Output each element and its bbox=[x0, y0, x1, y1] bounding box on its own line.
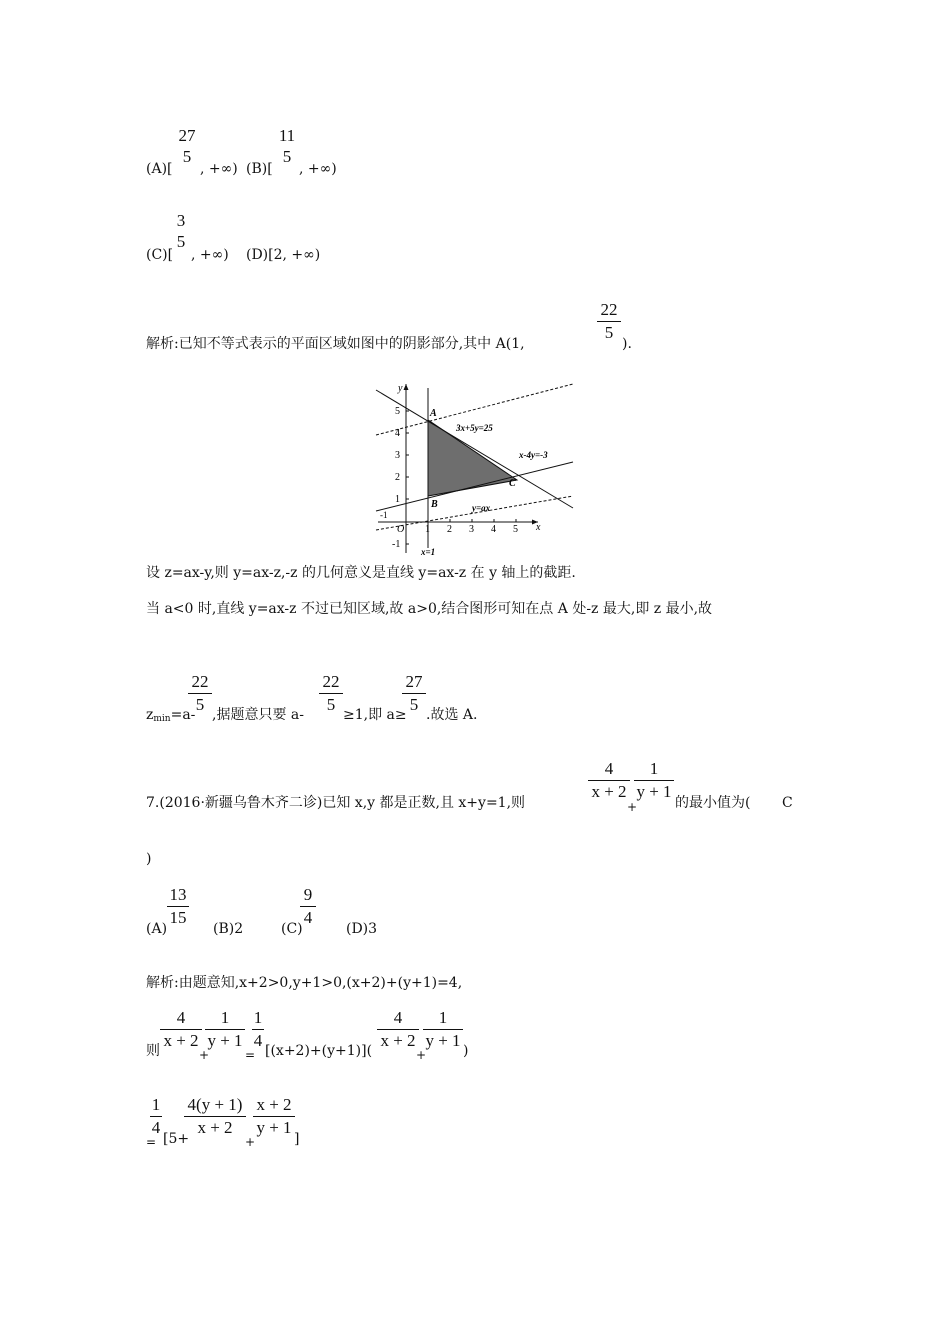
fraction: 4(y + 1) x + 2 bbox=[184, 1095, 246, 1138]
fraction: 1 y + 1 bbox=[634, 759, 674, 802]
point-b-label: B bbox=[431, 499, 438, 510]
solution7-line1: 解析:由题意知,x+2>0,y+1>0,(x+2)+(y+1)=4, bbox=[146, 975, 463, 991]
line2-label: x-4y=-3 bbox=[519, 450, 548, 460]
solution6-line2: 设 z=ax-y,则 y=ax-z,-z 的几何意义是直线 y=ax-z 在 y 轴上的截距. bbox=[146, 565, 576, 581]
y-tick-4: 4 bbox=[395, 428, 400, 439]
point-c-label: C bbox=[509, 478, 516, 489]
x-tick-2: 2 bbox=[447, 524, 452, 535]
line3-label: y=ax bbox=[472, 503, 491, 513]
option-7d: (D)3 bbox=[346, 921, 378, 937]
fraction: 4 x + 2 bbox=[377, 1008, 419, 1051]
y-tick-3: 3 bbox=[395, 450, 400, 461]
fraction: 1 4 bbox=[253, 1008, 263, 1050]
fraction: 1 y + 1 bbox=[205, 1008, 245, 1051]
y-tick-5: 5 bbox=[395, 406, 400, 417]
line1-label: 3x+5y=25 bbox=[456, 423, 493, 433]
solution6-line3: 当 a<0 时,直线 y=ax-z 不过已知区域,故 a>0,结合图形可知在点 A 处-z 最大,即 z 最小,故 bbox=[146, 601, 713, 617]
fraction: 13 15 bbox=[167, 885, 189, 928]
x-tick-3: 3 bbox=[469, 524, 474, 535]
answer: C bbox=[782, 795, 793, 811]
x-axis-label: x bbox=[536, 522, 541, 533]
point-a-label: A bbox=[430, 408, 437, 419]
fraction: x + 2 y + 1 bbox=[253, 1095, 295, 1138]
region-figure bbox=[368, 378, 578, 556]
x-tick-5: 5 bbox=[513, 524, 518, 535]
fraction: 22 5 bbox=[188, 672, 212, 715]
fraction: 4 x + 2 bbox=[160, 1008, 202, 1051]
y-tick-neg1: -1 bbox=[392, 539, 401, 550]
x-tick-neg1: -1 bbox=[380, 510, 388, 520]
fraction: 4 x + 2 bbox=[588, 759, 630, 802]
y-tick-1: 1 bbox=[395, 494, 400, 505]
solution6-intro: 解析:已知不等式表示的平面区域如图中的阴影部分,其中 A(1, bbox=[146, 336, 525, 352]
fraction: 27 5 bbox=[178, 126, 196, 166]
fraction: 11 5 bbox=[278, 126, 296, 166]
option-7b: (B)2 bbox=[213, 921, 244, 937]
fraction: 27 5 bbox=[402, 672, 426, 715]
fraction: 1 4 bbox=[151, 1095, 161, 1137]
x-tick-4: 4 bbox=[491, 524, 496, 535]
fraction: 9 4 bbox=[300, 885, 316, 928]
fraction: 22 5 bbox=[319, 672, 343, 715]
line4-label: x=1 bbox=[421, 547, 436, 556]
fraction: 22 5 bbox=[597, 300, 621, 343]
x-tick-1: 1 bbox=[425, 524, 430, 535]
fraction: 1 y + 1 bbox=[423, 1008, 463, 1051]
origin-label: O bbox=[397, 524, 405, 535]
fraction: 3 5 bbox=[176, 211, 186, 251]
y-axis-label: y bbox=[398, 383, 403, 394]
y-tick-2: 2 bbox=[395, 472, 400, 483]
option-6d: (D)[2, +∞) bbox=[246, 247, 321, 263]
